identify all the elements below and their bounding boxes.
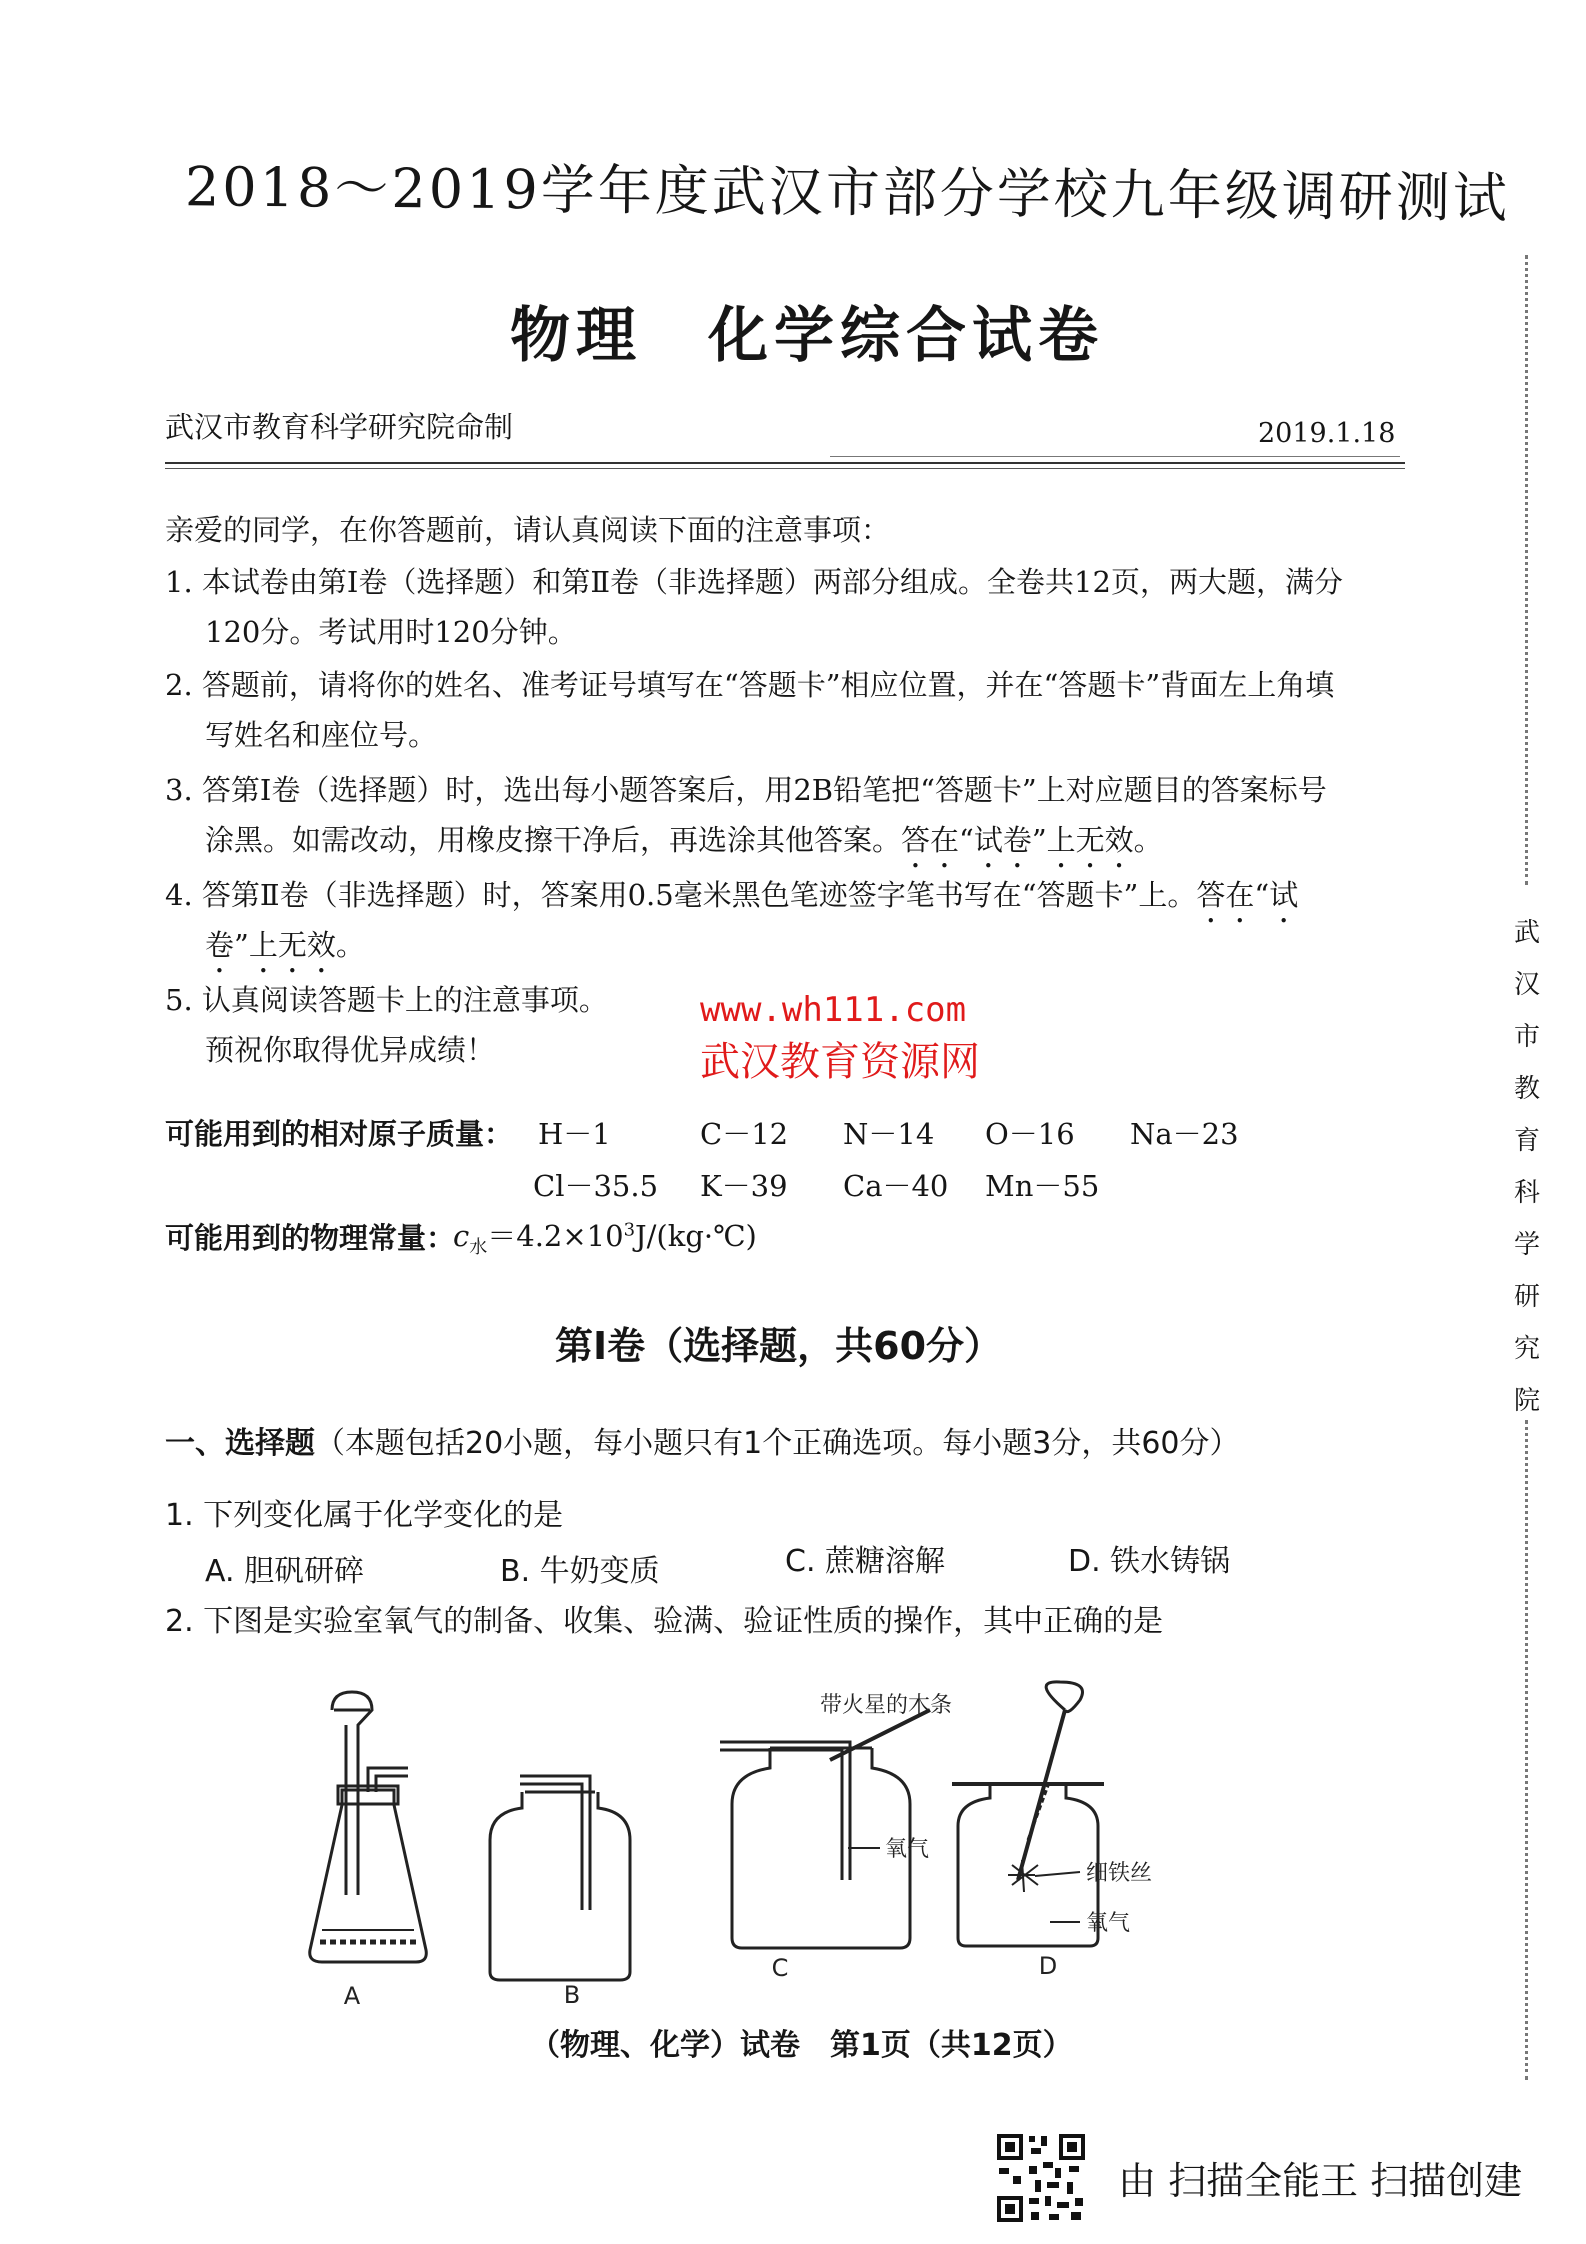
part-heading-label: 一、选择题: [165, 1426, 315, 1461]
page-footer: （物理、化学）试卷 第1页（共12页）: [530, 2028, 1073, 2063]
atomic-mass: Ca－40: [843, 1169, 949, 1203]
part-description: （本题包括20小题，每小题只有1个正确选项。每小题3分，共60分）: [315, 1426, 1240, 1461]
emphasized-text: 答在“试卷”上无效: [901, 823, 1134, 857]
apparatus-d: [952, 1682, 1104, 1946]
qr-code-icon: [995, 2132, 1087, 2224]
physics-constant: [453, 1214, 757, 1259]
instruction-item: [165, 875, 1298, 930]
side-label-char: 院: [1513, 1386, 1540, 1416]
atomic-mass: Cl－35.5: [533, 1169, 659, 1203]
side-label-char: 市: [1513, 1022, 1540, 1052]
question-option: C. 蔗糖溶解: [785, 1544, 946, 1579]
figure-label-a: A: [343, 1982, 361, 2010]
constant-symbol: c: [453, 1219, 470, 1253]
atomic-mass-label: 可能用到的相对原子质量：: [165, 1117, 514, 1151]
side-label-char: 研: [1513, 1282, 1540, 1312]
atomic-mass: C－12: [700, 1117, 789, 1151]
apparatus-a: [310, 1692, 427, 1962]
instruction-item: 120分。考试用时120分钟。: [205, 615, 577, 649]
header-rule: [830, 456, 1400, 457]
side-label-char: 汉: [1513, 970, 1540, 1000]
atomic-mass: Na－23: [1130, 1117, 1239, 1151]
side-label-char: 究: [1513, 1334, 1540, 1364]
constant-exponent: 3: [623, 1219, 636, 1241]
atomic-mass: N－14: [843, 1117, 935, 1151]
oxygen-apparatus-figure: [290, 1680, 1250, 2010]
watermark-url: www.wh111.com: [700, 990, 967, 1030]
question-option: A. 胆矾研碎: [205, 1554, 365, 1589]
exam-title: 2018～2019学年度武汉市部分学校九年级调研测试: [184, 155, 1511, 230]
scanner-credit: 由 扫描全能王 扫描创建: [1118, 2159, 1523, 2203]
binding-dotted-line: [1525, 255, 1528, 885]
section-title: 第Ⅰ卷（选择题，共60分）: [555, 1324, 1003, 1368]
apparatus-b: [490, 1776, 630, 1980]
apparatus-c: [720, 1710, 930, 1948]
header-rule: [165, 462, 1405, 464]
question-option: D. 铁水铸锅: [1068, 1544, 1231, 1579]
instruction-text: 4. 答第Ⅱ卷（非选择题）时，答案用0.5毫米黑色笔迹签字笔书写在“答题卡”上。: [165, 878, 1197, 912]
instruction-item: 1. 本试卷由第Ⅰ卷（选择题）和第Ⅱ卷（非选择题）两部分组成。全卷共12页，两大题，满分: [165, 565, 1343, 599]
figure-label-c: C: [771, 1954, 789, 1982]
iron-wire-label: 细铁丝: [1086, 1861, 1153, 1886]
atomic-mass: K－39: [700, 1169, 788, 1203]
emphasized-text: 卷”上无效: [205, 928, 336, 962]
constant-unit: J/(kg·℃): [635, 1219, 757, 1253]
question-option: B. 牛奶变质: [500, 1554, 660, 1589]
side-label-char: 育: [1513, 1126, 1540, 1156]
side-label-char: 教: [1513, 1074, 1540, 1104]
instruction-text: 涂黑。如需改动，用橡皮擦干净后，再选涂其他答案。: [205, 823, 902, 857]
constant-value: ＝4.2×10: [487, 1219, 624, 1253]
instruction-item: [205, 820, 1163, 875]
part-heading: [165, 1418, 1240, 1462]
wish-text: 预祝你取得优异成绩！: [205, 1033, 496, 1067]
instruction-text: 。: [1133, 823, 1163, 857]
side-label-char: 学: [1513, 1230, 1540, 1260]
physics-constant-label: 可能用到的物理常量：: [165, 1221, 456, 1255]
watermark-name: 武汉教育资源网: [700, 1039, 980, 1085]
instruction-item: 5. 认真阅读答题卡上的注意事项。: [165, 983, 608, 1017]
instruction-item: 写姓名和座位号。: [205, 718, 438, 752]
binding-dotted-line: [1525, 1420, 1528, 2080]
question-stem: 2. 下图是实验室氧气的制备、收集、验满、验证性质的操作，其中正确的是: [165, 1604, 1164, 1639]
instructions-intro: 亲爱的同学，在你答题前，请认真阅读下面的注意事项：: [165, 513, 891, 547]
constant-subscript: 水: [469, 1236, 488, 1258]
instruction-item: [205, 925, 365, 980]
header-rule: [165, 468, 1405, 469]
atomic-mass: H－1: [538, 1117, 611, 1151]
instruction-item: 3. 答第Ⅰ卷（选择题）时，选出每小题答案后，用2B铅笔把“答题卡”上对应题目的答案标号: [165, 773, 1327, 807]
atomic-mass: Mn－55: [985, 1169, 1100, 1203]
side-label-char: 科: [1513, 1178, 1540, 1208]
publisher: 武汉市教育科学研究院命制: [165, 410, 514, 444]
instruction-text: 。: [335, 928, 365, 962]
atomic-mass: O－16: [985, 1117, 1075, 1151]
figure-label-d: D: [1038, 1952, 1058, 1980]
exam-date: 2019.1.18: [1258, 418, 1396, 449]
oxygen-label-d: 氧气: [1086, 1911, 1131, 1936]
side-label-char: 武: [1513, 918, 1540, 948]
glowing-splint-label: 带火星的木条: [820, 1693, 953, 1718]
subject-title: 物理 化学综合试卷: [510, 301, 1104, 371]
instruction-item: 2. 答题前，请将你的姓名、准考证号填写在“答题卡”相应位置，并在“答题卡”背面左上角填: [165, 668, 1335, 702]
emphasized-text: 答在“试: [1196, 878, 1299, 912]
figure-label-b: B: [563, 1981, 581, 2009]
question-stem: 1. 下列变化属于化学变化的是: [165, 1498, 564, 1533]
oxygen-label-c: 氧气: [885, 1837, 930, 1862]
